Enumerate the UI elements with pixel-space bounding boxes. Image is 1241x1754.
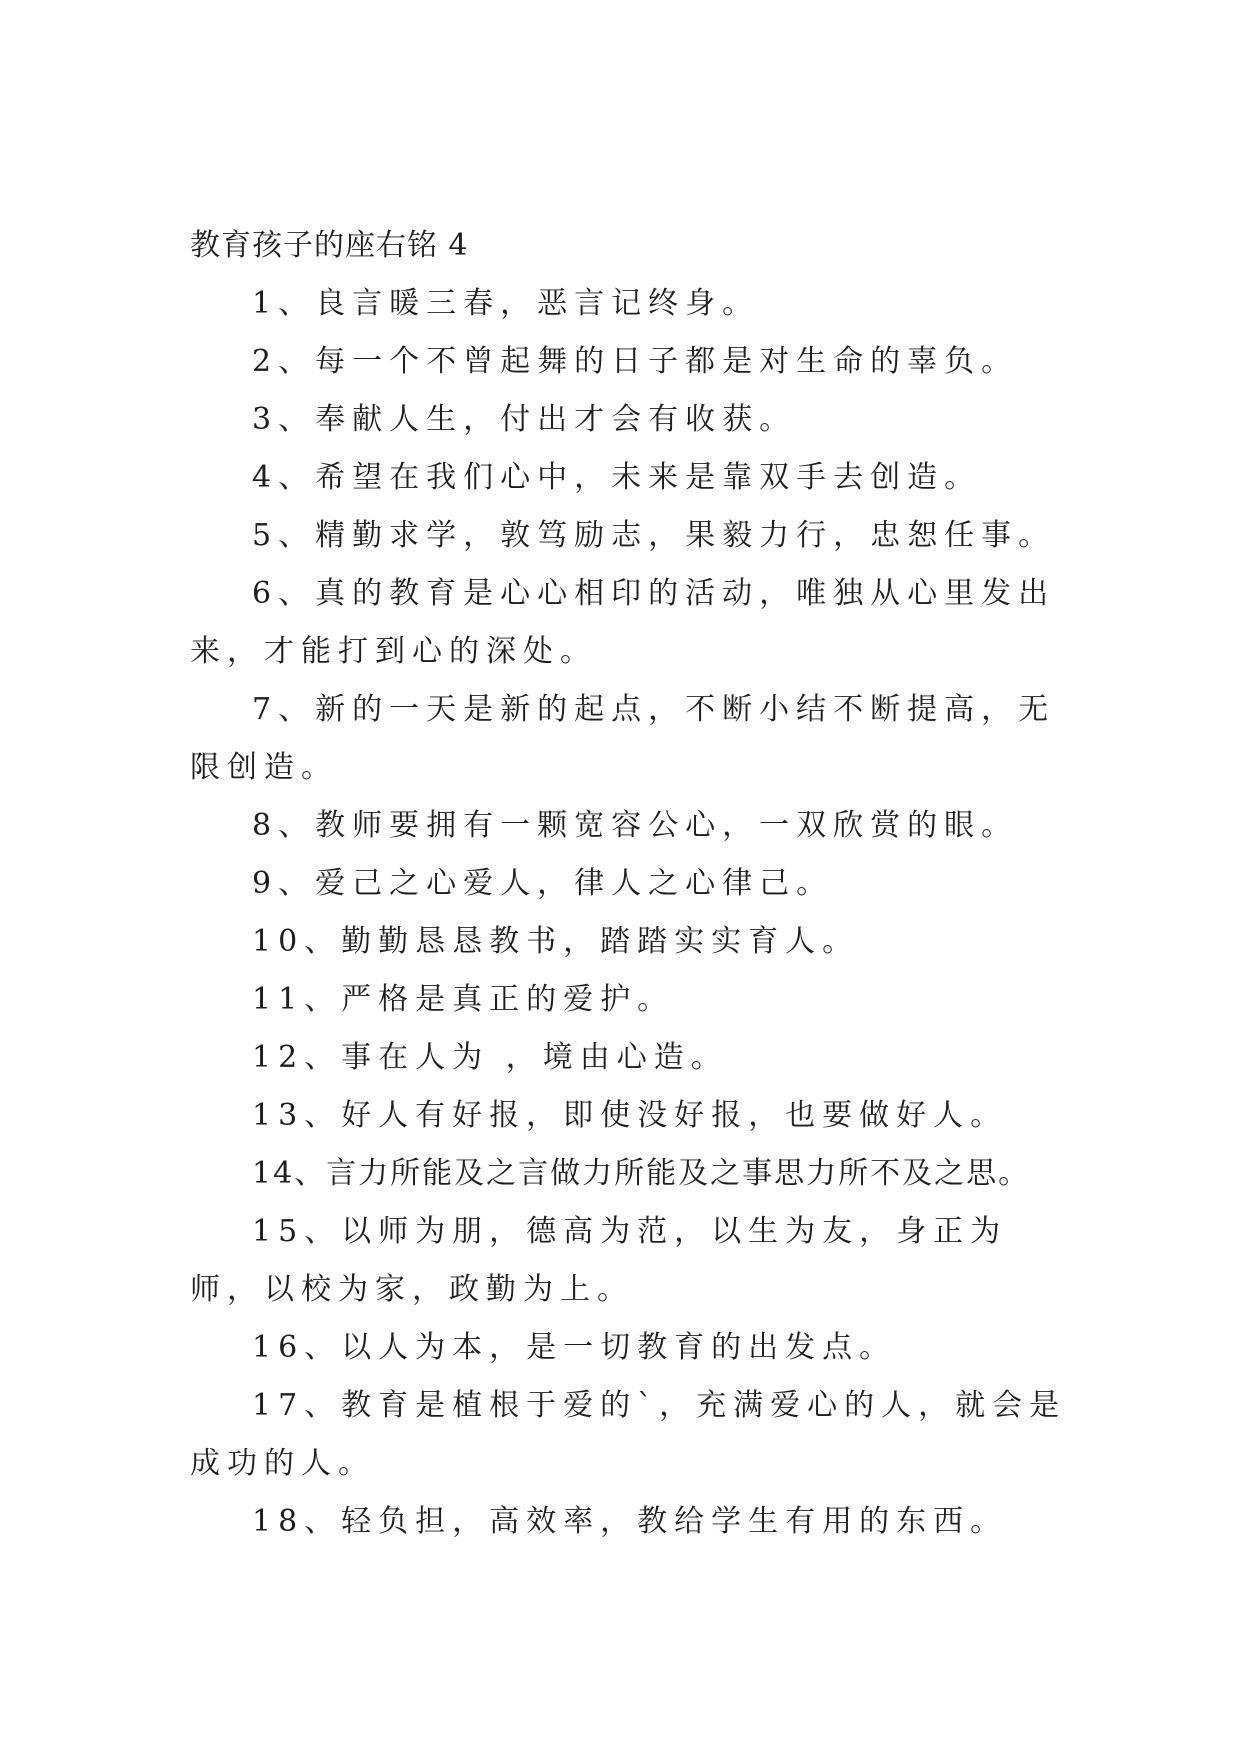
- motto-item-18: 18、轻负担，高效率，教给学生有用的东西。: [252, 1504, 1008, 1539]
- motto-item-8: 8、教师要拥有一颗宽容公心，一双欣赏的眼。: [252, 808, 1019, 843]
- motto-item-17: 17、教育是植根于爱的`，充满爱心的人，就会是成功的人。: [190, 1388, 1067, 1481]
- motto-item-5: 5、精勤求学，敦笃励志，果毅力行，忠恕任事。: [252, 518, 1056, 553]
- motto-item-1: 1、良言暖三春，恶言记终身。: [252, 286, 760, 321]
- motto-item-9: 9、爱己之心爱人，律人之心律己。: [252, 866, 834, 901]
- motto-item-13: 13、好人有好报，即使没好报，也要做好人。: [252, 1098, 1008, 1133]
- motto-item-11: 11、严格是真正的爱护。: [252, 982, 675, 1017]
- motto-item-10: 10、勤勤恳恳教书，踏踏实实育人。: [252, 924, 860, 959]
- motto-item-3: 3、奉献人生，付出才会有收获。: [252, 402, 797, 437]
- motto-item-16: 16、以人为本，是一切教育的出发点。: [252, 1330, 897, 1365]
- motto-item-14: 14、言力所能及之言做力所能及之事思力所不及之思。: [252, 1156, 1031, 1191]
- motto-item-12: 12、事在人为 ，境由心造。: [252, 1040, 728, 1075]
- document-body: [190, 217, 1070, 1551]
- document-title: 教育孩子的座右铭 4: [190, 228, 469, 263]
- motto-item-15: 15、以师为朋，德高为范，以生为友，身正为师，以校为家，政勤为上。: [190, 1214, 1008, 1307]
- motto-item-7: 7、新的一天是新的起点，不断小结不断提高，无限创造。: [190, 692, 1056, 785]
- motto-item-4: 4、希望在我们心中，未来是靠双手去创造。: [252, 460, 982, 495]
- motto-item-6: 6、真的教育是心心相印的活动，唯独从心里发出来，才能打到心的深处。: [190, 576, 1056, 669]
- motto-item-2: 2、每一个不曾起舞的日子都是对生命的辜负。: [252, 344, 1019, 379]
